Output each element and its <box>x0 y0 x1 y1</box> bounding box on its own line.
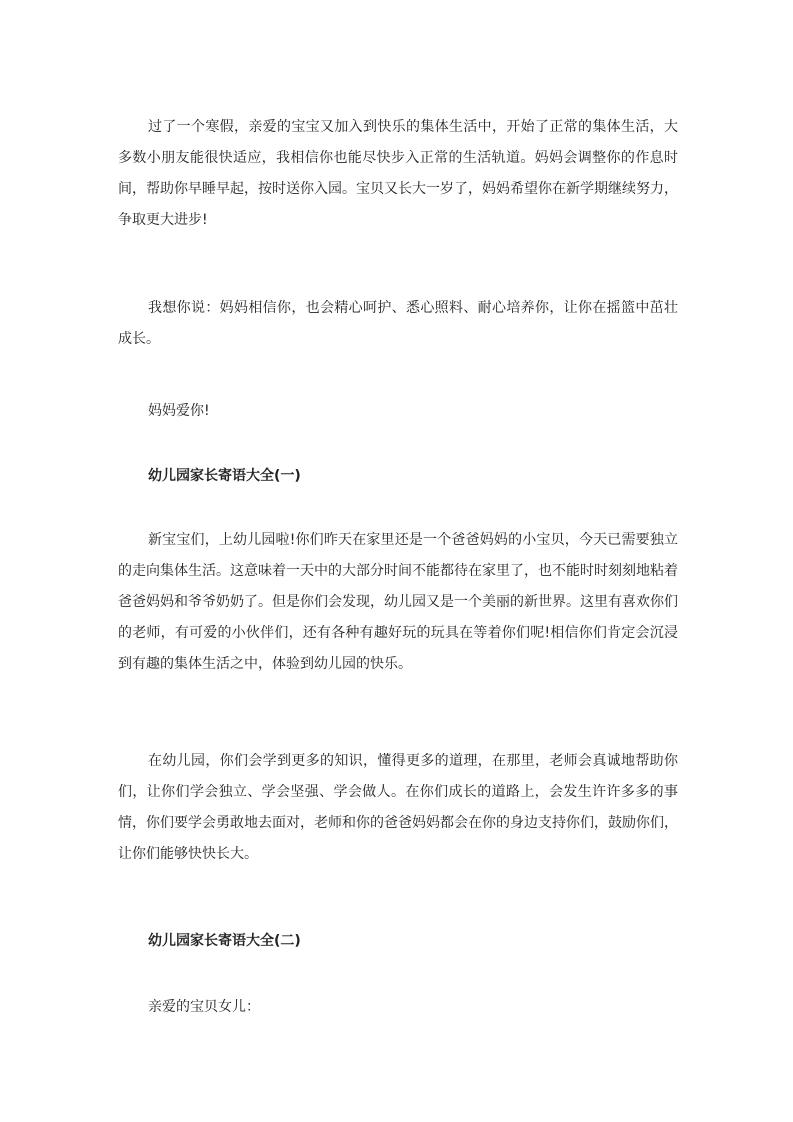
paragraph-mother-promise: 我想你说：妈妈相信你，也会精心呵护、悉心照料、耐心培养你，让你在摇篮中茁壮成长。 <box>118 300 678 347</box>
paragraph-new-babies: 新宝宝们，上幼儿园啦!你们昨天在家里还是一个爸爸妈妈的小宝贝，今天已需要独立的走向集体生活。这意味着一天中的大部分时间不能都待在家里了，也不能时时刻刻地粘着爸爸妈妈和爷爷奶奶了。但是你们会发现，幼儿园又是一个美丽的新世界。这里有喜欢你们的老师，有可爱的小伙伴们，还有各种有趣好玩的玩具在等着你们呢!相信你们肯定会沉浸到有趣的集体生活之中，体验到幼儿园的快乐。 <box>118 532 678 672</box>
section-heading-two: 幼儿园家长寄语大全(二) <box>148 933 301 949</box>
paragraph-in-kindergarten: 在幼儿园，你们会学到更多的知识，懂得更多的道理，在那里，老师会真诚地帮助你们，让你们学会独立、学会坚强、学会做人。在你们成长的道路上，会发生许许多多的事情，你们要学会勇敢地去面对，老师和你的爸爸妈妈都会在你的身边支持你们，鼓励你们，让你们能够快快长大。 <box>118 753 678 862</box>
paragraph-winter-break: 过了一个寒假，亲爱的宝宝又加入到快乐的集体生活中，开始了正常的集体生活，大多数小朋友能很快适应，我相信你也能尽快步入正常的生活轨道。妈妈会调整你的作息时间，帮助你早睡早起，按时送你入园。宝贝又长大一岁了，妈妈希望你在新学期继续努力，争取更大进步! <box>118 119 678 228</box>
paragraph-mother-love: 妈妈爱你! <box>148 403 210 419</box>
section-heading-one: 幼儿园家长寄语大全(一) <box>148 468 301 484</box>
paragraph-salutation: 亲爱的宝贝女儿： <box>148 999 260 1015</box>
